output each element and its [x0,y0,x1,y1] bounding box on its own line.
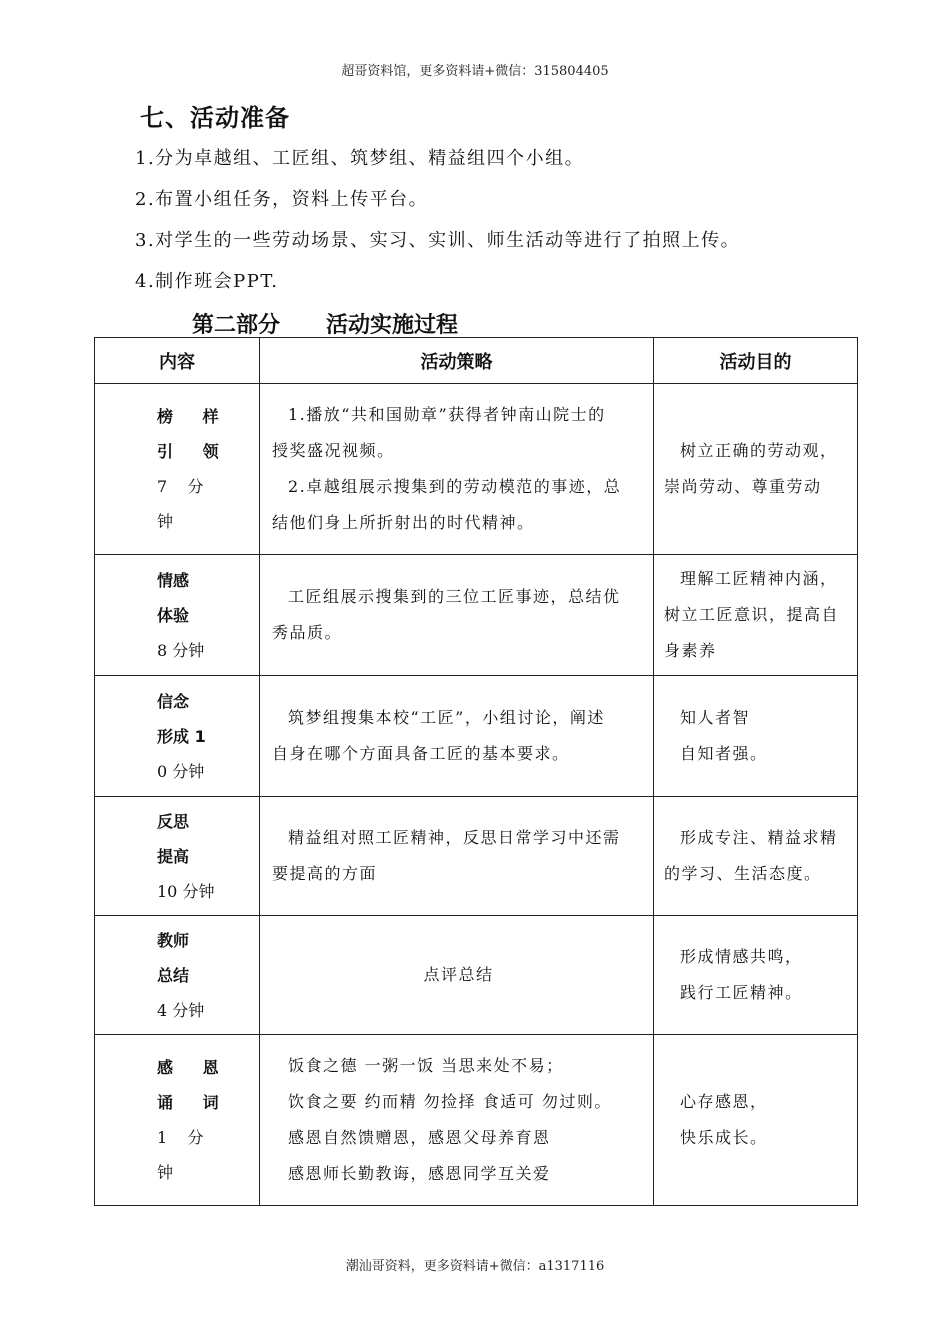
strategy-line: 点评总结 [423,965,494,984]
goal-line: 践行工匠精神。 [680,983,803,1002]
goal-line: 形成情感共鸣， [680,947,803,966]
content-line: 1 分 [157,1128,204,1147]
strategy-line: 感恩师长勤教诲，感恩同学互关爱 [288,1164,551,1183]
strategy-line: 筑梦组搜集本校“工匠”，小组讨论，阐述 [288,708,605,727]
strategy-line: 感恩自然馈赠恩，感恩父母养育恩 [288,1128,551,1147]
content-line: 形成 1 [157,726,206,746]
goal-line: 崇尚劳动、尊重劳动 [664,477,822,496]
prep-item: 4.制作班会PPT. [135,271,279,292]
content-line: 钟 [157,512,174,531]
content-line: 10 分钟 [157,881,215,901]
content-cell [95,384,260,555]
activity-table [94,337,858,1206]
strategy-line: 秀品质。 [272,623,343,642]
content-line: 教师 [157,930,190,950]
goal-cell [654,797,858,916]
content-line: 0 分钟 [157,761,205,781]
strategy-cell [260,676,654,797]
prep-item: 3.对学生的一些劳动场景、实习、实训、师生活动等进行了拍照上传。 [135,230,741,251]
header-goal: 活动目的 [654,338,858,384]
table-row [95,916,858,1035]
content-cell [95,916,260,1035]
content-line: 钟 [157,1163,174,1182]
goal-cell [654,384,858,555]
content-line: 诵 词 [157,1093,231,1112]
goal-line: 的学习、生活态度。 [664,864,822,883]
table-header-row [95,338,858,384]
goal-line: 知人者智 [680,708,751,727]
page-footer: 潮汕哥资料，更多资料请+微信：a1317116 [345,1259,605,1274]
strategy-cell [260,797,654,916]
table-row [95,1035,858,1206]
table-row [95,797,858,916]
goal-cell [654,555,858,676]
goal-line: 身素养 [664,641,717,660]
goal-line: 心存感恩， [680,1092,768,1111]
table-row [95,676,858,797]
strategy-line: 结他们身上所折射出的时代精神。 [272,513,535,532]
strategy-line: 自身在哪个方面具备工匠的基本要求。 [272,744,570,763]
content-line: 总结 [157,965,190,985]
content-line: 感 恩 [157,1058,231,1077]
header-strategy: 活动策略 [260,338,654,384]
goal-line: 树立工匠意识，提高自 [664,605,840,624]
content-line: 情感 [157,570,190,590]
page-header: 超哥资料馆，更多资料请+微信：315804405 [341,64,609,79]
content-line: 信念 [157,691,190,711]
strategy-line: 2.卓越组展示搜集到的劳动模范的事迹，总 [288,477,622,496]
table-row [95,384,858,555]
content-cell [95,676,260,797]
strategy-line: 精益组对照工匠精神，反思日常学习中还需 [288,828,621,847]
goal-line: 树立正确的劳动观， [680,441,838,460]
prep-item: 1.分为卓越组、工匠组、筑梦组、精益组四个小组。 [135,148,585,169]
content-line: 4 分钟 [157,1000,205,1020]
header-content: 内容 [95,338,260,384]
strategy-cell [260,916,654,1035]
prep-item: 2.布置小组任务，资料上传平台。 [135,189,429,210]
strategy-line: 授奖盛况视频。 [272,441,395,460]
table-row [95,555,858,676]
content-cell [95,797,260,916]
strategy-cell [260,555,654,676]
part-title: 第二部分 活动实施过程 [192,313,458,338]
strategy-line: 饭食之德 一粥一饭 当思来处不易； [288,1056,564,1075]
strategy-line: 工匠组展示搜集到的三位工匠事迹，总结优 [288,587,621,606]
content-line: 8 分钟 [157,640,205,660]
content-cell [95,1035,260,1206]
goal-cell [654,676,858,797]
goal-cell [654,916,858,1035]
goal-cell [654,1035,858,1206]
strategy-line: 1.播放“共和国勋章”获得者钟南山院士的 [288,405,606,424]
content-line: 7 分 [157,477,204,496]
goal-line: 自知者强。 [680,744,768,763]
content-line: 引 领 [157,442,231,461]
strategy-cell [260,1035,654,1206]
goal-line: 快乐成长。 [680,1128,768,1147]
section-title: 七、活动准备 [140,104,290,132]
content-line: 反思 [157,811,190,831]
goal-line: 形成专注、精益求精 [680,828,838,847]
strategy-cell [260,384,654,555]
preparation-list [135,145,740,309]
content-line: 榜 样 [157,407,231,426]
strategy-line: 饮食之要 约而精 勿捡择 食适可 勿过则。 [288,1092,612,1111]
strategy-line: 要提高的方面 [272,864,378,883]
content-cell [95,555,260,676]
content-line: 体验 [157,605,190,625]
goal-line: 理解工匠精神内涵， [680,569,838,588]
content-line: 提高 [157,846,190,866]
